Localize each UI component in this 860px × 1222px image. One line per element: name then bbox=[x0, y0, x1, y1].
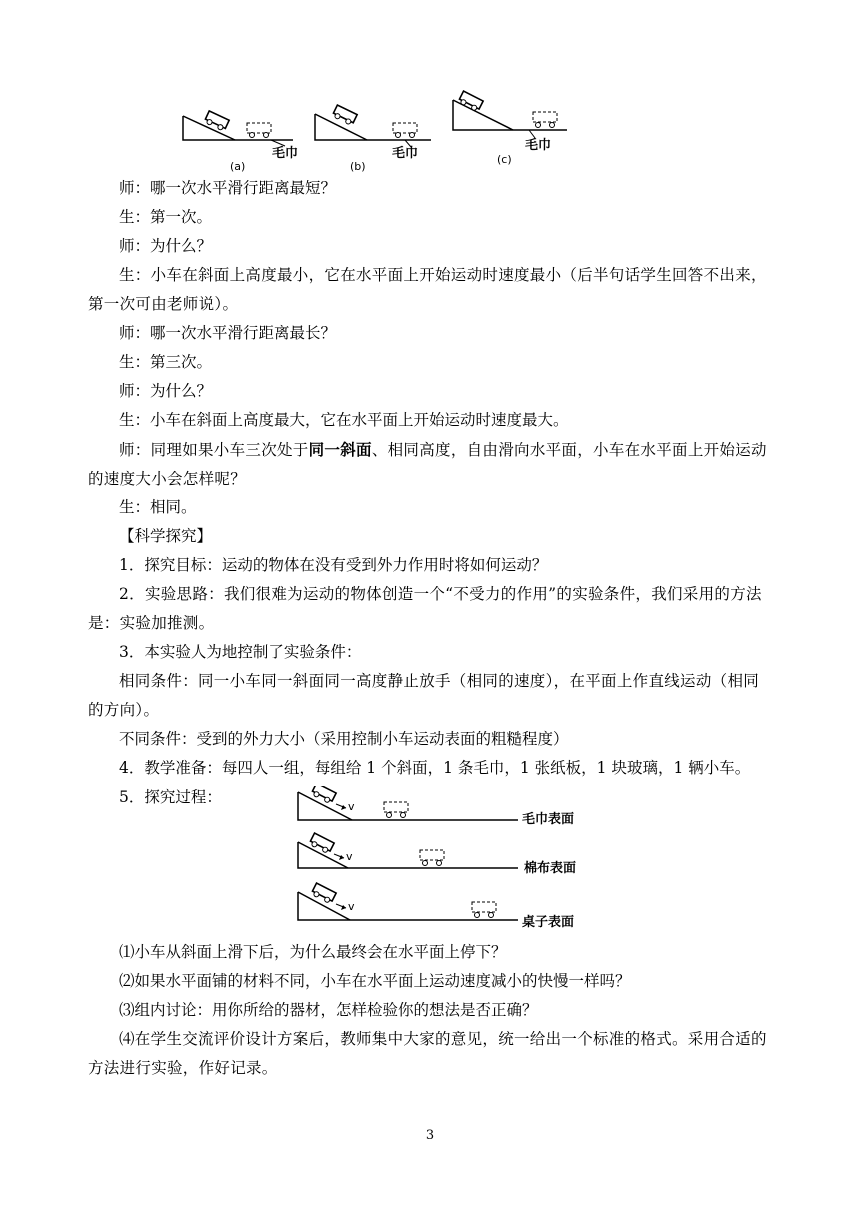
page-number: 3 bbox=[425, 1128, 435, 1143]
item-idea: 2．实验思路：我们很难为运动的物体创造一个“不受力的作用”的实验条件，我们采用的方法是：实验加推测。 bbox=[88, 585, 762, 632]
velocity-label-1: v bbox=[348, 800, 355, 813]
surface-row-towel bbox=[298, 786, 574, 827]
caption-b: (b) bbox=[350, 160, 366, 172]
question-4: ⑷在学生交流评价设计方案后，教师集中大家的意见，统一给出一个标准的格式。采用合适的方法进行实验，作好记录。 bbox=[88, 1030, 767, 1077]
caption-a: (a) bbox=[230, 160, 246, 172]
surface-label-table: 桌子表面 bbox=[522, 915, 575, 930]
dialogue-line-6: 生：第三次。 bbox=[119, 353, 213, 371]
item-control: 3．本实验人为地控制了实验条件： bbox=[119, 643, 362, 661]
answer-same: 生：相同。 bbox=[119, 498, 197, 516]
dialogue-line-3: 师：为什么？ bbox=[119, 237, 213, 255]
item-process: 5．探究过程： bbox=[119, 788, 222, 806]
surface-row-table bbox=[298, 883, 574, 930]
bold-same-slope: 同一斜面 bbox=[308, 440, 372, 459]
velocity-label-3: v bbox=[348, 900, 355, 913]
towel-label-c: 毛巾 bbox=[525, 138, 552, 153]
dialogue-line-1: 师：哪一次水平滑行距离最短？ bbox=[119, 179, 337, 197]
paragraph-same-slope bbox=[88, 435, 770, 494]
dialogue-line-8: 生：小车在斜面上高度最大，它在水平面上开始运动时速度最大。 bbox=[119, 411, 569, 429]
ramp-c bbox=[453, 91, 567, 166]
item-diff-conditions: 不同条件：受到的外力大小（采用控制小车运动表面的粗糙程度） bbox=[119, 730, 569, 748]
caption-c: (c) bbox=[497, 153, 512, 166]
item-prep: 4．教学准备：每四人一组，每组给 1 个斜面，1 条毛巾，1 张纸板，1 块玻璃，1 辆小车。 bbox=[119, 759, 751, 777]
ramp-a bbox=[183, 111, 298, 172]
dialogue-line-7: 师：为什么？ bbox=[119, 382, 213, 400]
velocity-label-2: v bbox=[346, 850, 353, 863]
surfaces-figure bbox=[292, 786, 592, 934]
question-2: ⑵如果水平面铺的材料不同，小车在水平面上运动速度减小的快慢一样吗？ bbox=[119, 972, 631, 990]
towel-label-a: 毛巾 bbox=[272, 146, 299, 161]
paragraph-same-slope-before: 师：同理如果小车三次处于 bbox=[119, 441, 309, 459]
dialogue-line-4: 生：小车在斜面上高度最小，它在水平面上开始运动时速度最小（后半句话学生回答不出来，第一次可由老师说）。 bbox=[88, 266, 767, 313]
surface-row-cotton bbox=[298, 833, 576, 876]
surface-label-towel: 毛巾表面 bbox=[522, 812, 575, 827]
surface-label-cotton: 棉布表面 bbox=[524, 861, 577, 876]
ramp-figure-top bbox=[175, 90, 575, 172]
question-1: ⑴小车从斜面上滑下后，为什么最终会在水平面上停下？ bbox=[119, 943, 507, 961]
dialogue-line-5: 师：哪一次水平滑行距离最长？ bbox=[119, 324, 337, 342]
towel-label-b: 毛巾 bbox=[392, 146, 419, 161]
dialogue-line-2: 生：第一次。 bbox=[119, 208, 213, 226]
ramp-b bbox=[315, 105, 431, 172]
item-goal: 1．探究目标：运动的物体在没有受到外力作用时将如何运动？ bbox=[119, 556, 548, 574]
section-title: 【科学探究】 bbox=[119, 527, 213, 545]
item-same-conditions: 相同条件：同一小车同一斜面同一高度静止放手（相同的速度），在平面上作直线运动（相同的方向）。 bbox=[88, 672, 760, 719]
paragraph-same-slope-after: 、相同高度，自由滑向水平面，小车在水平面上开始运动的速度大小会怎样呢？ bbox=[88, 441, 767, 488]
question-3: ⑶组内讨论：用你所给的器材，怎样检验你的想法是否正确？ bbox=[119, 1001, 538, 1019]
